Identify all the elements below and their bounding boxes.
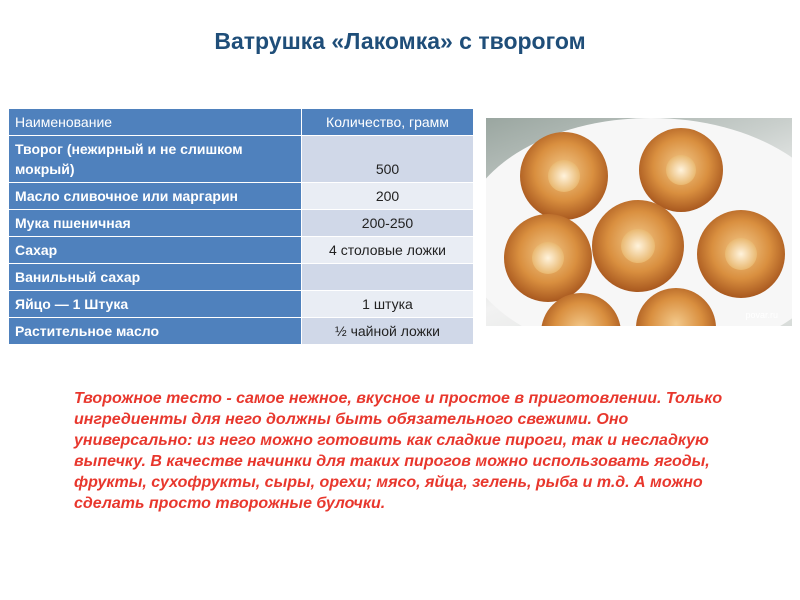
ingredient-quantity: 200-250: [302, 210, 474, 237]
ingredient-name: Сахар: [9, 237, 302, 264]
ingredient-quantity: 500: [302, 136, 474, 183]
ingredient-quantity: 200: [302, 183, 474, 210]
header-quantity: Количество, грамм: [302, 109, 474, 136]
ingredients-table: [8, 108, 474, 345]
table-row: [9, 264, 474, 291]
page-title: Ватрушка «Лакомка» с творогом: [214, 28, 586, 54]
ingredient-quantity: 4 столовые ложки: [302, 237, 474, 264]
table-header-row: [9, 109, 474, 136]
table-row: [9, 183, 474, 210]
watermark-logo: povar.ru: [745, 310, 778, 320]
description-text: Творожное тесто - самое нежное, вкусное и простое в приготовлении. Только ингредиенты для него должны быть обязательного свежими. Оно универсально: из него можно готовить как сладкие пироги, так и несладкую выпечку. В качестве начинки для таких пирогов можно использовать ягоды, фрукты, сухофрукты, сыры, орехи; мясо, яйца, зелень, рыба и т.д. А можно сделать просто творожные булочки.: [74, 390, 723, 512]
ingredient-quantity: [302, 264, 474, 291]
table-row: [9, 291, 474, 318]
header-name: Наименование: [9, 109, 302, 136]
ingredient-name: Ванильный сахар: [9, 264, 302, 291]
table-row: [9, 318, 474, 345]
pastry-photo: [486, 118, 792, 326]
table-row: [9, 136, 474, 183]
table-row: [9, 210, 474, 237]
table-row: [9, 237, 474, 264]
ingredient-name: Масло сливочное или маргарин: [9, 183, 302, 210]
ingredient-name: Мука пшеничная: [9, 210, 302, 237]
ingredient-name: Творог (нежирный и не слишком мокрый): [9, 136, 302, 183]
ingredient-quantity: 1 штука: [302, 291, 474, 318]
ingredient-name: Растительное масло: [9, 318, 302, 345]
ingredient-quantity: ½ чайной ложки: [302, 318, 474, 345]
ingredient-name: Яйцо — 1 Штука: [9, 291, 302, 318]
pastry-photo-illustration: [486, 118, 792, 326]
